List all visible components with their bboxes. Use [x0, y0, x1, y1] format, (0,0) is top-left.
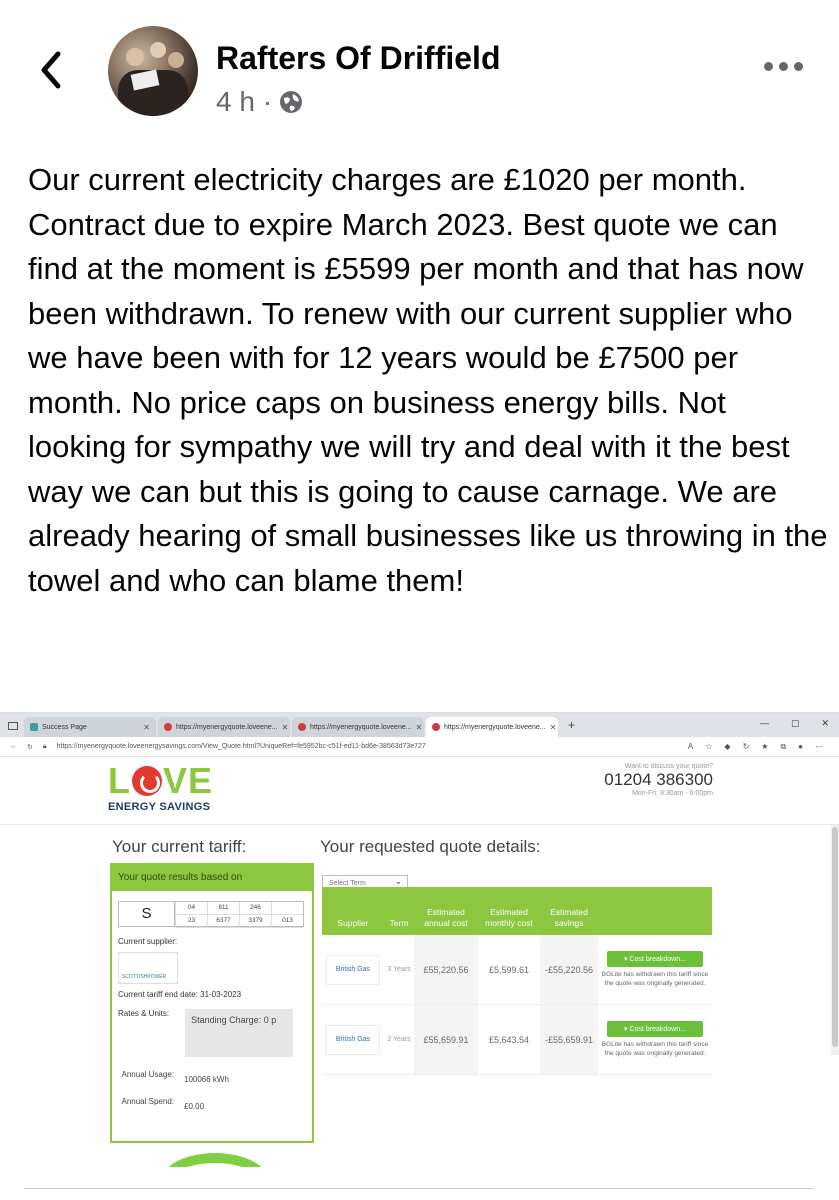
quote-details-title: Your requested quote details:: [320, 837, 541, 856]
scottishpower-logo: SCOTTISHPOWER: [118, 952, 178, 984]
read-aloud-icon[interactable]: A: [687, 741, 694, 751]
more-options-icon[interactable]: [764, 62, 803, 71]
mpan-box: S 04 811 246 23 6377 3379 013: [118, 901, 304, 927]
close-tab-icon[interactable]: ✕: [549, 722, 557, 732]
post-meta: [216, 86, 304, 118]
table-row: British Gas 2 Years £55,659.91 £5,643.54 -£55,659.91 ▾ Cost breakdown... BGLite has withdrawn this tariff since the quote was originally generated.: [322, 1005, 712, 1075]
close-tab-icon[interactable]: ✕: [143, 722, 150, 732]
standing-charge: Standing Charge: 0 p: [185, 1009, 293, 1057]
table-row: British Gas 3 Years £55,220.56 £5,599.61 -£55,220.56 ▾ Cost breakdown... BGLite has withdrawn this tariff since the quote was originally generated.: [322, 935, 712, 1005]
reload-icon[interactable]: ↻: [27, 743, 33, 751]
scrollbar[interactable]: [831, 825, 839, 1055]
favorites-icon[interactable]: ★: [761, 741, 769, 751]
british-gas-logo: British Gas: [326, 955, 380, 985]
post-time[interactable]: 4 h ·: [216, 86, 273, 117]
quote-table: [322, 887, 712, 1075]
post-paragraph: Our current electricity charges are £1020 per month.: [28, 162, 747, 197]
tariff-end-date: Current tariff end date: 31-03-2023: [118, 990, 242, 999]
extension-icon[interactable]: ◆: [724, 741, 731, 751]
divider: [24, 1188, 814, 1189]
browser-tab[interactable]: https://myenergyquote.loveene... ✕: [158, 717, 290, 737]
favicon-icon: [432, 723, 440, 731]
window-controls: [760, 718, 829, 729]
current-tariff-title: Your current tariff:: [112, 837, 247, 856]
minimize-icon[interactable]: —: [759, 718, 769, 728]
profile-icon[interactable]: ●: [798, 741, 803, 751]
quote-table-header: Supplier Term Estimated annual cost Estimated monthly cost Estimated savings: [322, 887, 712, 935]
results-header: Your quote results based on: [112, 865, 312, 891]
menu-icon[interactable]: ⋯: [815, 741, 823, 751]
globe-icon: [278, 89, 304, 115]
page-name[interactable]: Rafters Of Driffield: [216, 40, 501, 76]
collections-icon[interactable]: ⧉: [780, 741, 787, 751]
cost-breakdown-button[interactable]: ▾ Cost breakdown...: [607, 951, 703, 967]
close-tab-icon[interactable]: ✕: [281, 722, 289, 732]
back-arrow-icon[interactable]: [36, 48, 66, 92]
url-field[interactable]: https://myenergyquote.loveenergysavings.com/View_Quote.html?UniqueRef=fe5952bc-c51f-ed11-bd6e-38563d73e727: [56, 743, 426, 750]
site-header: [0, 757, 839, 825]
power-icon: [132, 766, 162, 796]
browser-tab[interactable]: Success Page ✕: [24, 717, 156, 737]
browser-tab-active[interactable]: https://myenergyquote.loveene... ✕: [426, 717, 558, 737]
current-supplier-label: Current supplier:: [118, 937, 178, 946]
love-energy-savings-logo[interactable]: L VE ENERGY SAVINGS: [108, 760, 214, 813]
refresh-icon[interactable]: ↻: [742, 741, 750, 751]
favicon-icon: [298, 723, 306, 731]
avatar[interactable]: [108, 26, 198, 116]
browser-tab[interactable]: https://myenergyquote.loveene... ✕: [292, 717, 424, 737]
post-paragraph: Contract due to expire March 2023. Best quote we can find at the moment is £5599 per month and that has now been withdrawn. To renew with our current supplier who we have been with for 12 years would be £7500 per month. No price caps on business energy bills. Not looking for sympathy we will try and deal with it the best way we can but this is going to cause carnage. We are already hearing of small businesses like us throwing in the towel and who can blame them!: [28, 206, 837, 598]
rates-row: Rates & Units: Standing Charge: 0 p: [112, 1009, 312, 1057]
lock-icon: 🔒︎: [42, 742, 47, 750]
close-tab-icon[interactable]: ✕: [415, 722, 423, 732]
current-tariff-panel: [110, 863, 314, 1143]
close-window-icon[interactable]: ✕: [821, 718, 829, 728]
annual-usage-row: Annual Usage: 100066 kWh: [121, 1070, 229, 1084]
contact-block: Want to discuss your quote? 01204 386300 Mon-Fri: 8:30am - 6:00pm: [604, 763, 713, 797]
browser-tab-bar: [0, 713, 839, 737]
favorite-icon[interactable]: ☆: [705, 741, 713, 751]
cost-breakdown-button[interactable]: ▾ Cost breakdown...: [607, 1021, 703, 1037]
annual-spend-row: Annual Spend: £0.00: [121, 1097, 205, 1111]
post-body: [28, 158, 837, 603]
attached-screenshot[interactable]: [0, 712, 839, 1167]
term-select[interactable]: Select Term ⌄: [322, 875, 408, 893]
address-bar: [0, 737, 839, 757]
restore-icon[interactable]: ▢: [790, 718, 800, 728]
browser-toolbar: [688, 742, 839, 752]
favicon-icon: [30, 723, 38, 731]
phone-number[interactable]: 01204 386300: [604, 770, 713, 789]
back-nav-icon[interactable]: ←: [10, 743, 17, 750]
british-gas-logo: British Gas: [326, 1025, 380, 1055]
favicon-icon: [164, 723, 172, 731]
window-icon: [8, 722, 18, 730]
new-tab-icon[interactable]: +: [568, 718, 576, 732]
decorative-arc: [160, 1153, 270, 1167]
